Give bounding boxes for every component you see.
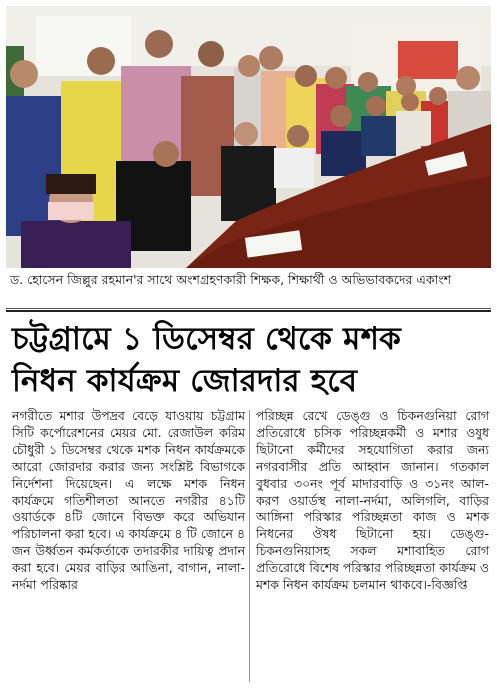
article-body-right-column: পরিচ্ছন্ন রেখে ডেঙ্গু ও চিকনগুনিয়া রোগ প্রতিরোধে চসিক পরিচ্ছন্নকর্মী ও মশার ওষুধ ছিটানো কর্মীদের সহযোগিতা করার জন্য নগরবাসীর প্রতি আহ্বান জানান। গতকাল বুধবার ৩০নং পূর্ব মাদারবাড়ি ও ৩১নং আল-করণ ওয়ার্ডস্থ নালা-নর্দমা, অলিগলি, বাড়ির আঙ্গিনা পরিস্কার পরিচ্ছন্নতা কাজ ও মশক নিধনের ঔষধ ছিটানো হয়। ডেঙ্গু-চিকনগুনিয়াসহ সকল মশাবাহিত রোগ প্রতিরোধে বিশেষ পরিস্কার পরিচ্ছন্নতা কার্যক্রম ও মশক নিধন কার্যক্রম চলমান থাকবে।-বিজ্ঞপ্তি [256,408,490,593]
headline-line-2: নিধন কার্যক্রম জোরদার হবে [12,363,358,399]
column-divider [249,410,250,682]
group-photo [6,6,491,268]
group-photo-illustration [6,6,491,268]
article-body-left-column: নগরীতে মশার উপদ্রব বেড়ে যাওয়ায় চট্টগ্রাম সিটি কর্পোরেশনের মেয়র মো. রেজাউল করিম চৌধুরী ১ ডিসেম্বর থেকে মশক নিধন কার্যক্রমকে আরো জোরদার করার জন্য সংশ্লিষ্ট বিভাগকে নির্দেশনা দিয়েছেন। এ লক্ষে মশক নিধন কার্যক্রমে গতিশীলতা আনতে নগরীর ৪১টি ওয়ার্ডকে ৪টি জোনে বিভক্ত করে অভিযান পরিচালনা করা হবে। এ কার্যক্রমে ৪ টি জোনে ৪ জন উর্ধ্বতন কর্মকর্তাকে তদারকীর দায়িত্ব প্রদান করা হবে। মেয়র বাড়ির আঙিনা, বাগান, নালা-নর্দমা পরিষ্কার [12,408,245,593]
divider-rule-thick [6,310,491,312]
article-headline [12,318,484,402]
headline-line-1: চট্টগ্রামে ১ ডিসেম্বর থেকে মশক [12,321,402,357]
divider-rule [6,308,491,309]
photo-caption: ড. হোসেন জিল্লুর রহমান'র সাথে অংশগ্রহণকারী শিক্ষক, শিক্ষার্থী ও অভিভাবকদের একাংশ [10,272,452,287]
